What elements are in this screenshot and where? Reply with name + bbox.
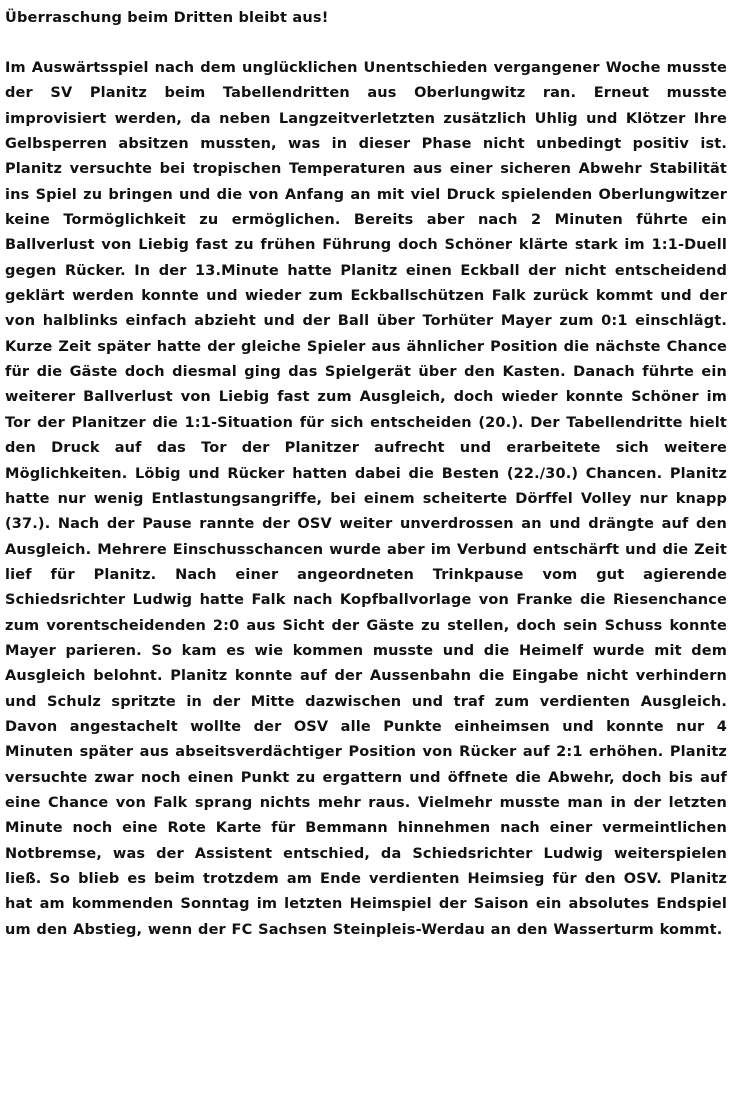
- article-body: Im Auswärtsspiel nach dem unglücklichen Unentschieden vergangener Woche musste der SV Planitz beim Tabellendritten aus Oberlungwitz ran. Erneut musste improvisiert werden, da neben Langzeitverletzten zusätzlich Uhlig und Klötzer Ihre Gelbsperren absitzen mussten, was in dieser Phase nicht unbedingt positiv ist. Planitz versuchte bei tropischen Temperaturen aus einer sicheren Abwehr Stabilität ins Spiel zu bringen und die von Anfang an mit viel Druck spielenden Oberlungwitzer keine Tormöglichkeit zu ermöglichen. Bereits aber nach 2 Minuten führte ein Ballverlust von Liebig fast zu frühen Führung doch Schöner klärte stark im 1:1-Duell gegen Rücker. In der 13.Minute hatte Planitz einen Eckball der nicht entscheidend geklärt werden konnte und wieder zum Eckballschützen Falk zurück kommt und der von halblinks einfach abzieht und der Ball über Torhüter Mayer zum 0:1 einschlägt. Kurze Zeit später hatte der gleiche Spieler aus ähnlicher Position die nächste Chance für die Gäste doch diesmal ging das Spielgerät über den Kasten. Danach führte ein weiterer Ballverlust von Liebig fast zum Ausgleich, doch wieder konnte Schöner im Tor der Planitzer die 1:1-Situation für sich entscheiden (20.). Der Tabellendritte hielt den Druck auf das Tor der Planitzer aufrecht und erarbeitete sich weitere Möglichkeiten. Löbig und Rücker hatten dabei die Besten (22./30.) Chancen. Planitz hatte nur wenig Entlastungsangriffe, bei einem scheiterte Dörffel Volley nur knapp (37.). Nach der Pause rannte der OSV weiter unverdrossen an und drängte auf den Ausgleich. Mehrere Einschusschancen wurde aber im Verbund entschärft und die Zeit lief für Planitz. Nach einer angeordneten Trinkpause vom gut agierende Schiedsrichter Ludwig hatte Falk nach Kopfballvorlage von Franke die Riesenchance zum vorentscheidenden 2:0 aus Sicht der Gäste zu stellen, doch sein Schuss konnte Mayer parieren. So kam es wie kommen musste und die Heimelf wurde mit dem Ausgleich belohnt. Planitz konnte auf der Aussenbahn die Eingabe nicht verhindern und Schulz spritzte in der Mitte dazwischen und traf zum verdienten Ausgleich. Davon angestachelt wollte der OSV alle Punkte einheimsen und konnte nur 4 Minuten später aus abseitsverdächtiger Position von Rücker auf 2:1 erhöhen. Planitz versuchte zwar noch einen Punkt zu ergattern und öffnete die Abwehr, doch bis auf eine Chance von Falk sprang nichts mehr raus. Vielmehr musste man in der letzten Minute noch eine Rote Karte für Bemmann hinnehmen nach einer vermeintlichen Notbremse, was der Assistent entschied, da Schiedsrichter Ludwig weiterspielen ließ. So blieb es beim trotzdem am Ende verdienten Heimsieg für den OSV. Planitz hat am kommenden Sonntag im letzten Heimspiel der Saison ein absolutes Endspiel um den Abstieg, wenn der FC Sachsen Steinpleis-Werdau an den Wasserturm kommt.: [5, 60, 727, 938]
- article: [5, 6, 727, 943]
- article-title: Überraschung beim Dritten bleibt aus!: [5, 10, 329, 26]
